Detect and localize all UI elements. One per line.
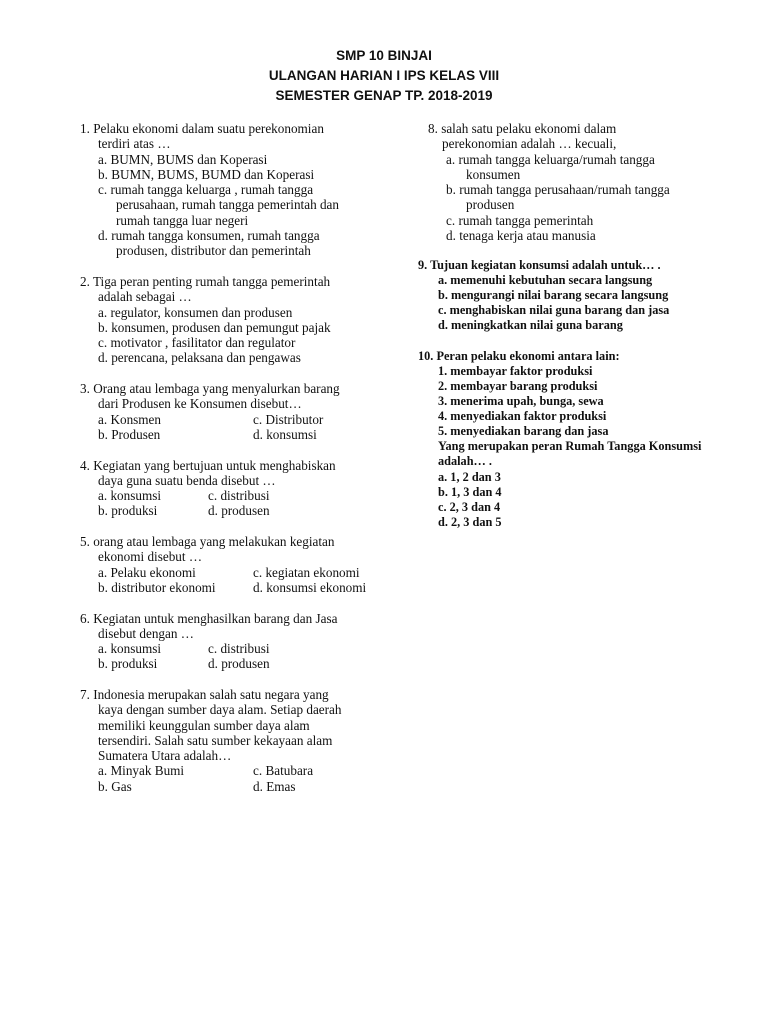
option-b: b. konsumen, produsen dan pemungut pajak (98, 319, 331, 335)
option-c: c. 2, 3 dan 4 (438, 499, 501, 514)
option-a-cont: konsumen (466, 166, 521, 182)
question-stem: kaya dengan sumber daya alam. Setiap daerah (98, 702, 342, 718)
option-c: c. distribusi (208, 488, 270, 504)
option-d: d. 2, 3 dan 5 (438, 514, 502, 529)
question-stem: 6. Kegiatan untuk menghasilkan barang dan Jasa (80, 610, 338, 626)
question-prompt: adalah… . (438, 454, 492, 469)
option-b: b. 1, 3 dan 4 (438, 484, 502, 499)
semester-line: SEMESTER GENAP TP. 2018-2019 (275, 88, 493, 103)
question-9 (418, 258, 748, 333)
question-1 (80, 121, 390, 259)
option-c: c. kegiatan ekonomi (253, 564, 360, 580)
option-a: a. Minyak Bumi (98, 763, 185, 779)
question-stem: 1. Pelaku ekonomi dalam suatu perekonomian (80, 121, 324, 136)
option-d: d. rumah tangga konsumen, rumah tangga (98, 228, 320, 244)
question-prompt: Yang merupakan peran Rumah Tangga Konsumsi (438, 439, 702, 454)
question-stem: adalah sebagai … (98, 289, 192, 305)
question-5 (80, 534, 390, 595)
option-b: b. rumah tangga perusahaan/rumah tangga (446, 182, 670, 198)
question-stem: dari Produsen ke Konsumen disebut… (98, 396, 302, 412)
question-stem: 3. Orang atau lembaga yang menyalurkan barang (80, 381, 340, 397)
option-d: d. tenaga kerja atau manusia (446, 228, 596, 244)
exam-header (0, 46, 768, 106)
question-stem: perekonomian adalah … kecuali, (442, 136, 617, 152)
question-2 (80, 274, 390, 366)
list-item: 3. menerima upah, bunga, sewa (438, 394, 604, 409)
option-d: d. konsumsi (253, 426, 317, 442)
question-stem: 10. Peran pelaku ekonomi antara lain: (418, 348, 620, 363)
option-d-cont: produsen, distributor dan pemerintah (116, 243, 311, 259)
question-8 (428, 121, 728, 243)
option-b: b. Gas (98, 778, 132, 794)
exam-title: ULANGAN HARIAN I IPS KELAS VIII (268, 68, 500, 83)
option-b: b. distributor ekonomi (98, 579, 216, 595)
option-a: a. Konsmen (98, 411, 161, 427)
option-c-cont: rumah tangga luar negeri (116, 212, 249, 228)
question-stem: daya guna suatu benda disebut … (98, 472, 276, 488)
question-stem: 4. Kegiatan yang bertujuan untuk menghabiskan (80, 457, 336, 473)
option-b: b. mengurangi nilai barang secara langsung (438, 288, 669, 303)
question-3 (80, 381, 390, 442)
option-a: a. BUMN, BUMS dan Koperasi (98, 151, 268, 167)
left-column (80, 121, 390, 809)
option-c: c. motivator , fasilitator dan regulator (98, 335, 296, 351)
question-stem: 9. Tujuan kegiatan konsumsi adalah untuk… . (418, 258, 661, 272)
option-c: c. menghabiskan nilai guna barang dan jasa (438, 303, 670, 318)
question-7 (80, 687, 390, 794)
right-column-top (428, 121, 728, 259)
option-c: c. rumah tangga keluarga , rumah tangga (98, 182, 314, 198)
question-stem: memiliki keunggulan sumber daya alam (98, 717, 310, 733)
option-c: c. Distributor (253, 411, 324, 427)
option-c: c. rumah tangga pemerintah (446, 212, 594, 228)
question-stem: 8. salah satu pelaku ekonomi dalam (428, 121, 617, 136)
option-d: d. Emas (253, 778, 296, 794)
school-name: SMP 10 BINJAI (336, 48, 432, 63)
option-c-cont: perusahaan, rumah tangga pemerintah dan (116, 197, 339, 213)
list-item: 2. membayar barang produksi (438, 378, 598, 393)
question-stem: Sumatera Utara adalah… (98, 748, 232, 764)
option-a: a. konsumsi (98, 641, 162, 657)
option-a: a. Pelaku ekonomi (98, 564, 196, 580)
option-b: b. produksi (98, 656, 158, 672)
option-b-cont: produsen (466, 197, 515, 213)
option-a: a. konsumsi (98, 488, 162, 504)
option-d: d. produsen (208, 503, 270, 519)
question-stem: ekonomi disebut … (98, 549, 203, 565)
option-b: b. produksi (98, 503, 158, 519)
option-c: c. distribusi (208, 641, 270, 657)
question-10 (418, 349, 748, 530)
question-6 (80, 611, 390, 672)
option-d: d. konsumsi ekonomi (253, 579, 367, 595)
question-4 (80, 458, 390, 519)
list-item: 5. menyediakan barang dan jasa (438, 424, 609, 439)
list-item: 1. membayar faktor produksi (438, 363, 593, 378)
list-item: 4. menyediakan faktor produksi (438, 409, 607, 424)
right-column-bottom (418, 258, 748, 545)
question-stem: terdiri atas … (98, 136, 171, 152)
question-stem: 5. orang atau lembaga yang melakukan kegiatan (80, 534, 335, 550)
question-stem: 7. Indonesia merupakan salah satu negara yang (80, 686, 329, 702)
option-d: d. perencana, pelaksana dan pengawas (98, 350, 301, 366)
option-c: c. Batubara (253, 763, 314, 779)
option-a: a. 1, 2 dan 3 (438, 469, 501, 484)
question-stem: tersendiri. Salah satu sumber kekayaan alam (98, 732, 333, 748)
question-stem: disebut dengan … (98, 625, 194, 641)
option-d: d. produsen (208, 656, 270, 672)
option-d: d. meningkatkan nilai guna barang (438, 318, 623, 333)
option-a: a. memenuhi kebutuhan secara langsung (438, 273, 653, 288)
option-b: b. BUMN, BUMS, BUMD dan Koperasi (98, 166, 315, 182)
option-a: a. regulator, konsumen dan produsen (98, 304, 293, 320)
question-stem: 2. Tiga peran penting rumah tangga pemerintah (80, 273, 331, 289)
option-a: a. rumah tangga keluarga/rumah tangga (446, 151, 655, 167)
option-b: b. Produsen (98, 426, 161, 442)
